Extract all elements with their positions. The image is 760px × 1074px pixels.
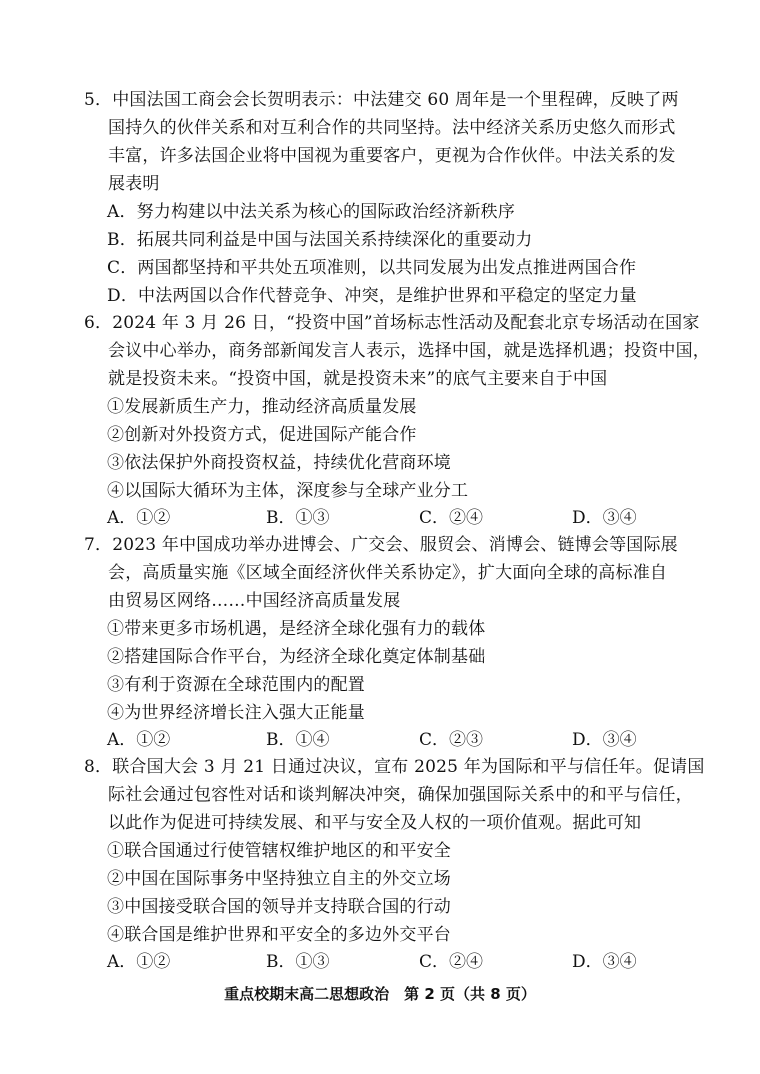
question-7-stem-line-3: 由贸易区网络……中国经济高质量发展 <box>108 591 401 611</box>
question-7-statement-2: ②搭建国际合作平台，为经济全球化奠定体制基础 <box>107 647 486 667</box>
question-5-stem-line-2: 国持久的伙伴关系和对互利合作的共同坚持。法中经济关系历史悠久而形式 <box>108 118 676 138</box>
question-6-stem-line-2: 会议中心举办，商务部新闻发言人表示，选择中国，就是选择机遇；投资中国， <box>108 341 710 361</box>
question-7-statement-3: ③有利于资源在全球范围内的配置 <box>107 675 365 695</box>
question-8-statement-2: ②中国在国际事务中坚持独立自主的外交立场 <box>107 869 451 889</box>
question-8-stem-line-1: 8．联合国大会 3 月 21 日通过决议，宣布 2025 年为国际和平与信任年。促请国 <box>84 757 705 777</box>
question-5-stem-line-4: 展表明 <box>108 174 160 194</box>
question-7-statement-4: ④为世界经济增长注入强大正能量 <box>107 703 365 723</box>
question-8-stem-line-2: 际社会通过包容性对话和谈判解决冲突，确保加强国际关系中的和平与信任， <box>108 785 693 805</box>
question-6-choice-c: C．②④ <box>419 508 484 528</box>
question-5-option-b: B．拓展共同利益是中国与法国关系持续深化的重要动力 <box>107 230 533 250</box>
question-5-option-d: D．中法两国以合作代替竞争、冲突，是维护世界和平稳定的坚定力量 <box>107 286 637 306</box>
question-7-choice-d: D．③④ <box>572 730 637 750</box>
question-5-option-a: A．努力构建以中法关系为核心的国际政治经济新秩序 <box>107 202 516 222</box>
question-6-statement-1: ①发展新质生产力，推动经济高质量发展 <box>107 397 417 417</box>
question-6-choice-a: A．①② <box>107 508 171 528</box>
question-8-choice-c: C．②④ <box>419 952 484 972</box>
question-7-statement-1: ①带来更多市场机遇，是经济全球化强有力的载体 <box>107 619 486 639</box>
question-6-statement-2: ②创新对外投资方式，促进国际产能合作 <box>107 425 417 445</box>
question-6-stem-line-3: 就是投资未来。“投资中国，就是投资未来”的底气主要来自于中国 <box>108 369 608 389</box>
question-8-choice-b: B．①③ <box>266 952 330 972</box>
question-8-statement-1: ①联合国通过行使管辖权维护地区的和平安全 <box>107 841 451 861</box>
question-7-stem-line-1: 7．2023 年中国成功举办进博会、广交会、服贸会、消博会、链博会等国际展 <box>84 535 678 555</box>
question-7-choice-b: B．①④ <box>266 730 330 750</box>
question-7-choice-a: A．①② <box>107 730 171 750</box>
question-8-statement-3: ③中国接受联合国的领导并支持联合国的行动 <box>107 897 451 917</box>
question-6-choice-b: B．①③ <box>266 508 330 528</box>
question-7-stem-line-2: 会，高质量实施《区域全面经济伙伴关系协定》，扩大面向全球的高标准自 <box>108 563 668 583</box>
question-8-statement-4: ④联合国是维护世界和平安全的多边外交平台 <box>107 925 451 945</box>
question-8-choice-d: D．③④ <box>572 952 637 972</box>
question-6-statement-4: ④以国际大循环为主体，深度参与全球产业分工 <box>107 481 469 501</box>
question-7-choice-c: C．②③ <box>419 730 484 750</box>
question-8-stem-line-3: 以此作为促进可持续发展、和平与安全及人权的一项价值观。据此可知 <box>108 813 642 833</box>
question-6-choice-d: D．③④ <box>572 508 637 528</box>
question-6-statement-3: ③依法保护外商投资权益，持续优化营商环境 <box>107 453 451 473</box>
question-8-choice-a: A．①② <box>107 952 171 972</box>
question-6-stem-line-1: 6．2024 年 3 月 26 日，“投资中国”首场标志性活动及配套北京专场活动在国家 <box>84 313 700 333</box>
question-5-stem-line-1: 5．中国法国工商会会长贺明表示：中法建交 60 周年是一个里程碑，反映了两 <box>84 90 679 110</box>
page-footer: 重点校期末高二思想政治 第 2 页（共 8 页） <box>224 985 536 1003</box>
question-5-stem-line-3: 丰富，许多法国企业将中国视为重要客户，更视为合作伙伴。中法关系的发 <box>108 146 676 166</box>
question-5-option-c: C．两国都坚持和平共处五项准则，以共同发展为出发点推进两国合作 <box>107 258 637 278</box>
